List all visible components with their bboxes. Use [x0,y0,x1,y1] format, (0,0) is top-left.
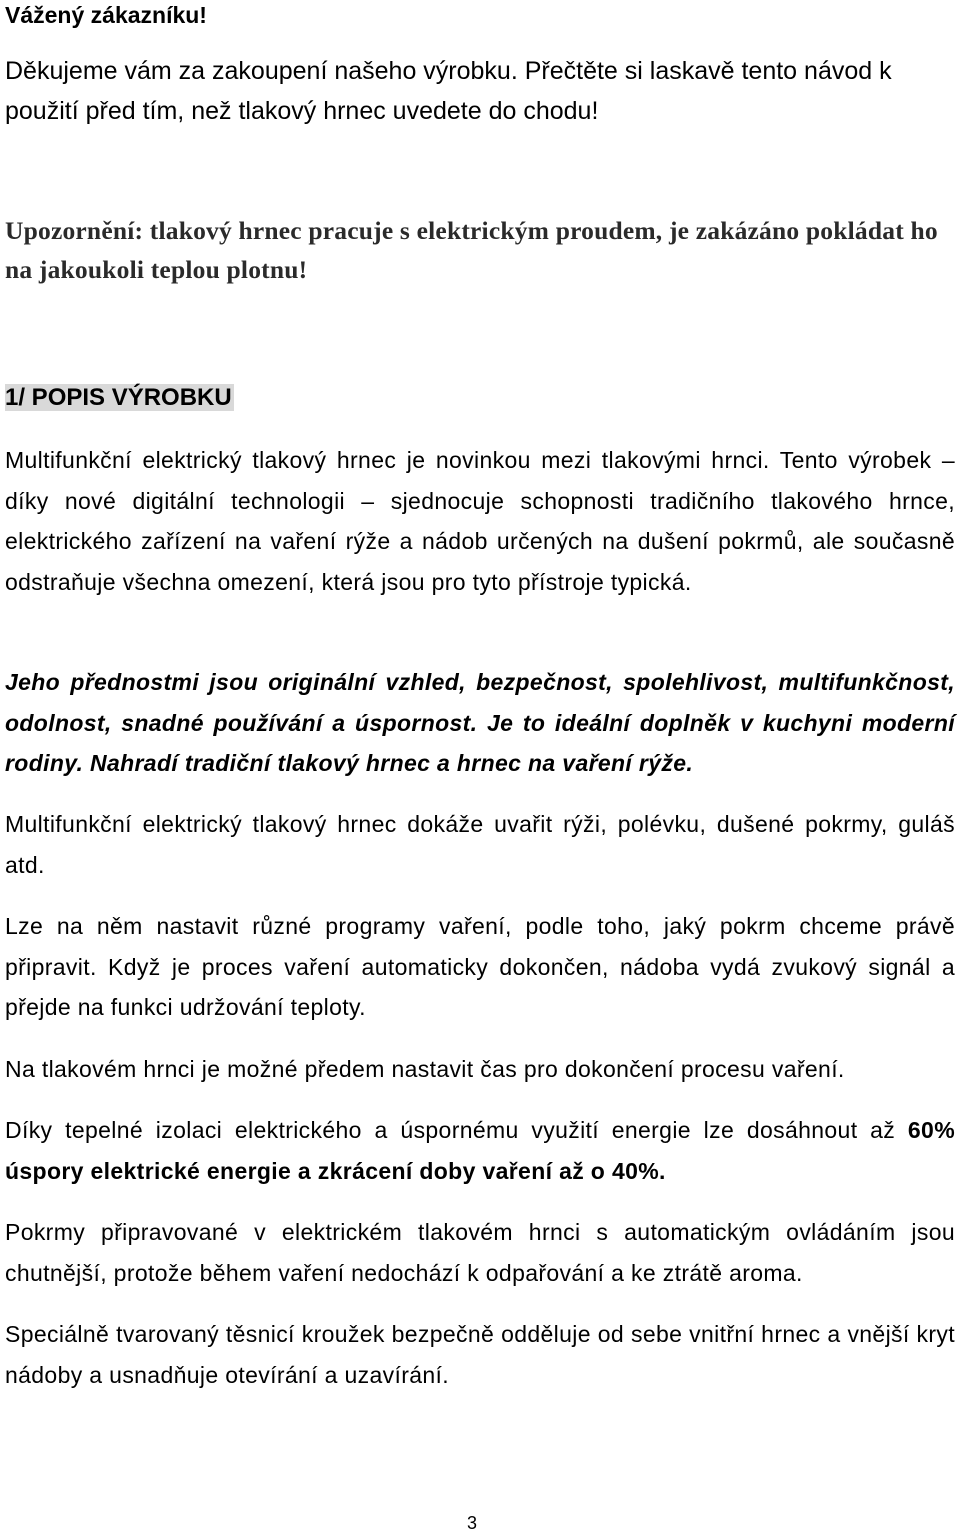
savings-highlight: 60% úspory elektrické energie a zkrácení doby vaření až o 40%. [5,1117,955,1184]
advantages-paragraph: Jeho přednostmi jsou originální vzhled, bezpečnost, spolehlivost, multifunkčnost, odolnost, snadné používání a úspornost. Je to ideální doplněk v kuchyni moderní rodiny. Nahradí tradiční tlakový hrnec a hrnec na vaření rýže. [5,669,955,776]
warning-notice: Upozornění: tlakový hrnec pracuje s elektrickým proudem, je zakázáno pokládat ho na jakoukoli teplou plotnu! [5,216,938,284]
savings-paragraph [5,1110,955,1191]
savings-lead-text: Díky tepelné izolaci elektrického a úspornému využití energie lze dosáhnout až [5,1117,908,1143]
seal-paragraph: Speciálně tvarovaný těsnicí kroužek bezpečně odděluje od sebe vnitřní hrnec a vnější kryt nádoby a usnadňuje otevírání a uzavírání. [5,1321,955,1388]
greeting: Vážený zákazníku! [5,2,207,28]
programs-paragraph: Lze na něm nastavit různé programy vaření, podle toho, jaký pokrm chceme právě připravit. Když je proces vaření automaticky dokončen, nádoba vydá zvukový signál a přejde na funkci udržování teploty. [5,913,955,1020]
taste-paragraph: Pokrmy připravované v elektrickém tlakovém hrnci s automatickým ovládáním jsou chutnější, protože během vaření nedochází k odpařování a ke ztrátě aroma. [5,1219,955,1286]
description-paragraph: Multifunkční elektrický tlakový hrnec je novinkou mezi tlakovými hrnci. Tento výrobek – díky nové digitální technologii – sjednocuje schopnosti tradičního tlakového hrnce, elektrického zařízení na vaření rýže a nádob určených na dušení pokrmů, ale současně odstraňuje všechna omezení, která jsou pro tyto přístroje typická. [5,447,955,595]
section-heading-text: 1/ POPIS VÝROBKU [5,384,232,411]
intro-paragraph: Děkujeme vám za zakoupení našeho výrobku. Přečtěte si laskavě tento návod k použití před tím, než tlakový hrnec uvedete do chodu! [5,57,892,125]
capabilities-paragraph: Multifunkční elektrický tlakový hrnec dokáže uvařit rýži, polévku, dušené pokrmy, guláš atd. [5,811,955,878]
section-heading [5,378,955,418]
page-number: 3 [466,1513,477,1533]
timer-paragraph: Na tlakovém hrnci je možné předem nastavit čas pro dokončení procesu vaření. [5,1056,845,1082]
